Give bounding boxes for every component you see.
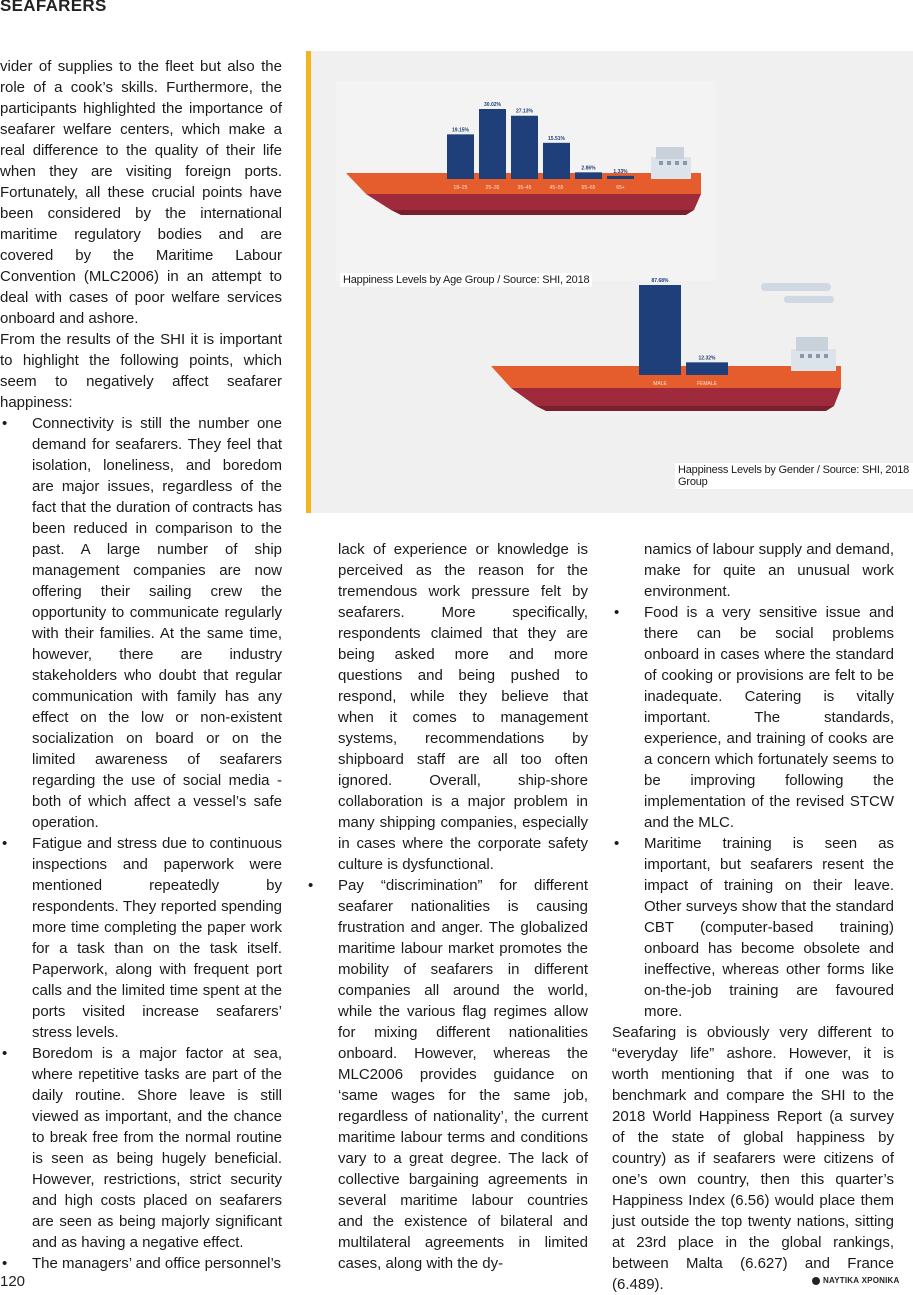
- col1-paragraph-2: From the results of the SHI it is important to highlight the following points, which seem to negatively affect seafarer happiness:: [0, 331, 282, 411]
- category-label: FEMALE: [696, 381, 718, 387]
- data-label: 2.86%: [581, 165, 596, 172]
- col2-bullet-list: [306, 875, 588, 1274]
- section-title: SEAFARERS: [0, 0, 107, 15]
- category-label: 65+: [616, 185, 625, 191]
- data-label: 15.51%: [548, 135, 565, 142]
- chart-bar: [543, 143, 570, 179]
- infographic-figure: [306, 51, 913, 513]
- column-2: [306, 539, 588, 1274]
- list-item: • Boredom is a major factor at sea, where repetitive tasks are part of the daily routine. Shore leave is still viewed as important, and the chance to break free from the normal routine is seen as being hugely beneficial. However, restrictions, strict security and high costs placed on seafarers are seen as being majorly significant and as having a negative effect.: [0, 1043, 282, 1253]
- data-label: 12.32%: [698, 355, 716, 362]
- chart-bar: [511, 116, 538, 179]
- caption-age-group: Happiness Levels by Age Group / Source: SHI, 2018: [340, 273, 592, 287]
- category-label: 18–25: [453, 185, 468, 191]
- window: [667, 161, 671, 165]
- list-item: • The managers’ and office personnel’s: [0, 1253, 282, 1274]
- ship-1-superstructure: [651, 157, 691, 179]
- ship-1-hull-bottom: [366, 194, 701, 210]
- ship-1: [336, 81, 716, 281]
- ship-2-bridge: [796, 337, 828, 351]
- list-item: • Fatigue and stress due to continuous inspections and paperwork were mentioned repeatedly by respondents. They reported spending more time completing the paper work for a task than on the task itself. Paperwork, along with frequent port calls and the limited time spent at the ports visited increase seafarers’ stress levels.: [0, 833, 282, 1043]
- ship-2-superstructure: [791, 349, 836, 371]
- ship-1-bridge: [656, 147, 684, 159]
- window: [824, 354, 828, 358]
- chart-bar: [607, 176, 634, 179]
- window: [659, 161, 663, 165]
- category-label: 35–45: [517, 185, 532, 191]
- chart-bar: [639, 285, 681, 375]
- logo-icon: [812, 1277, 820, 1285]
- chart-bar: [447, 134, 474, 179]
- category-label: 25–35: [485, 185, 500, 191]
- cloud-shape: [761, 283, 831, 291]
- col3-paragraph-2: Seafaring is obviously very different to “everyday life” ashore. However, it is worth mentioning that if one was to benchmark and compare the SHI to the 2018 World Happiness Report (a survey of the state of global happiness by country) as if seafarers were citizens of one’s own country, then this quarter’s Happiness Index (6.56) would place them just outside the top twenty nations, sitting at 23rd place in the global rankings, between Malta (6.627) and France (6.489).: [612, 1024, 894, 1293]
- window: [675, 161, 679, 165]
- col3-bullet-list: [612, 602, 894, 1022]
- col3-paragraph-1: namics of labour supply and demand, make for quite an unusual work environment.: [644, 541, 894, 600]
- cloud-shape: [784, 296, 834, 303]
- data-label: 19.15%: [452, 127, 469, 134]
- column-1: [0, 56, 282, 1274]
- list-item: • Food is a very sensitive issue and there can be social problems onboard in cases where the standard of cooking or provisions are felt to be inadequate. Catering is vitally important. The standards, experience, and training of cooks are a concern which fortunately seems to be improving following the implementation of the revised STCW and the MLC.: [612, 602, 894, 833]
- list-item: • Maritime training is seen as important, but seafarers resent the impact of training on their leave. Other surveys show that the standard CBT (computer-based training) onboard has become obsolete and ineffective, whereas other forms like on-the-job training are favoured more.: [612, 833, 894, 1022]
- category-label: 45–55: [549, 185, 564, 191]
- caption-gender: Happiness Levels by Gender / Source: SHI, 2018 Group: [675, 463, 913, 489]
- ship-2-hull-keel: [536, 406, 834, 411]
- ship-2-hull-bottom: [511, 388, 841, 406]
- ship-1-hull-keel: [391, 210, 694, 215]
- list-item: • Pay “discrimination” for different seafarer nationalities is causing frustration and anger. The globalized maritime labour market promotes the mobility of seafarers in different companies all around the world, while the various flag regimes allow for mixing different nationalities onboard. However, whereas the MLC2006 provides guidance on ‘same wages for the same job, regardless of nationality’, the current maritime labour terms and conditions vary to a great degree. The lack of collective bargaining agreements in several maritime labour countries and the existence of bilateral and multilateral agreements in limited cases, along with the dy-: [306, 875, 588, 1274]
- window: [683, 161, 687, 165]
- col2-paragraph-1: lack of experience or knowledge is perceived as the reason for the tremendous work pressure felt by seafarers. More specifically, respondents claimed that they are being asked more and more questions and being pushed to respond, while they believe that when it comes to management systems, recommendations by shipboard staff are all too often ignored. Overall, ship-shore collaboration is a major problem in many shipping companies, especially in cases where the corporate safety culture is dysfunctional.: [338, 541, 588, 873]
- window: [800, 354, 804, 358]
- window: [816, 354, 820, 358]
- data-label: 1.33%: [613, 168, 628, 175]
- data-label: 87.68%: [651, 278, 669, 284]
- publication-name: ΝΑΥΤΙΚΑ ΧΡΟΝΙΚΑ: [823, 1276, 900, 1285]
- data-label: 30.02%: [484, 102, 501, 108]
- col1-paragraph-1: vider of supplies to the fleet but also the role of a cook’s skills. Furthermore, the participants highlighted the importance of seafarer welfare centers, which make a real difference to the quality of their life when they are visiting foreign ports. Fortunately, all these crucial points have been considered by the international maritime regulatory bodies and are covered by the Maritime Labour Convention (MLC2006) in an attempt to deal with cases of poor welfare services onboard and ashore.: [0, 58, 282, 327]
- data-label: 27.13%: [516, 108, 533, 115]
- column-3: [612, 539, 894, 1295]
- category-label: MALE: [653, 381, 667, 387]
- chart-bar: [479, 109, 506, 179]
- window: [808, 354, 812, 358]
- chart-bar: [686, 362, 728, 375]
- category-label: 55–65: [581, 185, 596, 191]
- page-number: 120: [0, 1273, 26, 1290]
- list-item: • Connectivity is still the number one demand for seafarers. They feel that isolation, loneliness, and boredom are major issues, regardless of the fact that the duration of contracts has been reduced in comparison to the past. A large number of ship management companies are now offering their sailing crew the opportunity to communicate regularly with their families. At the same time, however, there are industry stakeholders who doubt that regular communication with family has any effect on the low or non-existent socialization on board or on the limited awareness of seafarers regarding the use of social media - both of which affect a vessel’s safe operation.: [0, 413, 282, 833]
- chart-bar: [575, 172, 602, 179]
- col1-bullet-list: [0, 413, 282, 1274]
- publication-logo: [812, 1276, 900, 1285]
